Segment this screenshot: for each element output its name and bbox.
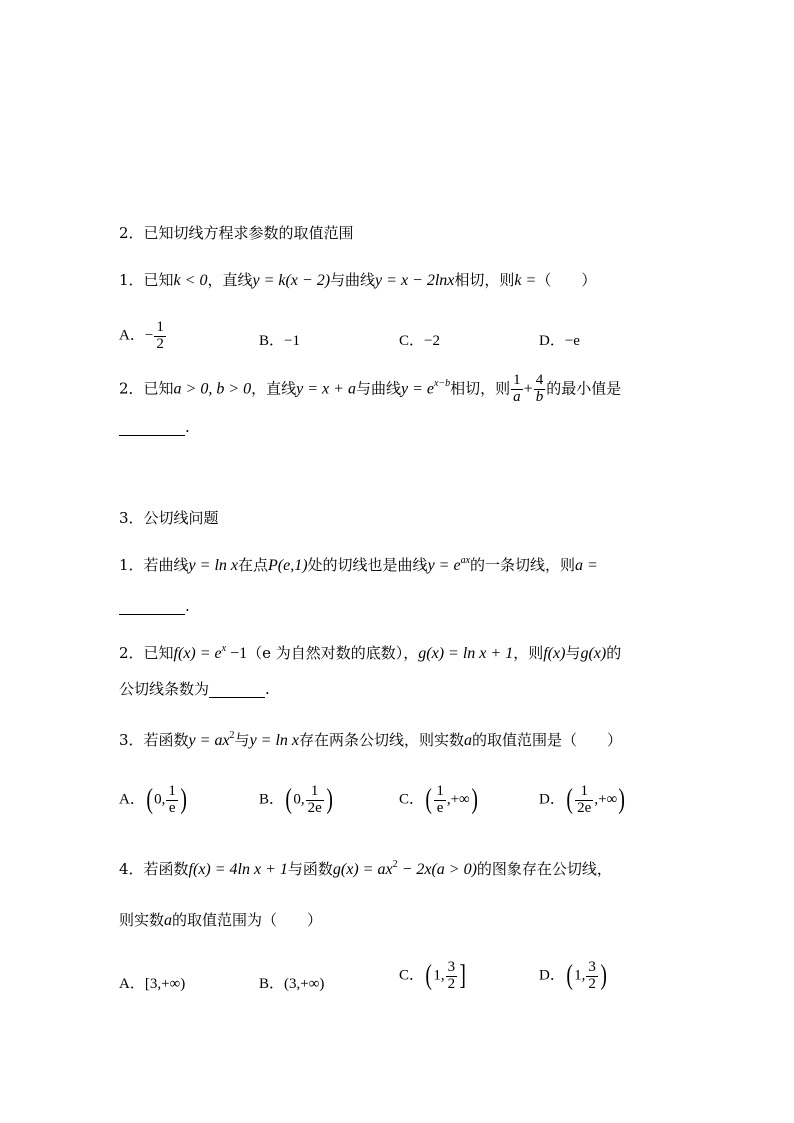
s3q2-answer-blank[interactable] [209,682,265,698]
s2q1-mid1: ，直线 [207,271,253,289]
fraction-numerator: 1 [436,783,444,799]
s2q1-curve-equation: y = x − 2lnx [375,272,455,289]
s3q4-line2-post: 的取值范围为（ ） [172,911,323,929]
s2q1-option-d: D．−e [539,333,580,349]
s2q1-line-equation: y = k(x − 2) [252,272,331,289]
s2q2-plus: + [523,380,533,398]
fraction-denominator: 2 [588,975,596,992]
s3q2-gx: g(x) [580,645,607,662]
fraction-numerator: 1 [575,784,593,801]
fraction-numerator: 1 [156,319,164,335]
option-fraction [166,784,178,817]
s3q2-fx: f(x) [543,645,566,662]
interval-start: 0, [154,791,166,808]
s3-question-3 [119,730,623,749]
s2q2-condition: a > 0, b > 0 [173,380,252,398]
option-fraction [434,784,446,817]
option-label: C． [399,967,425,984]
s2q1-option-c: C．−2 [399,333,440,349]
s3q2-end: . [265,680,270,698]
fraction-numerator: 3 [447,959,456,975]
s2q1-option-a [119,320,167,353]
s3q1-curve: y = ln x [188,557,238,574]
s2q1-prefix: 1．已知 [119,271,174,289]
bracket-right: ] [459,960,467,992]
option-a-fraction [154,320,166,353]
s2q1-ask: k = [514,272,537,289]
s3q4-prefix: 4．若函数 [119,860,189,878]
option-label: A． [119,791,145,808]
s3q1-mid2: 处的切线也是曲线 [307,556,428,574]
bracket-left: ( [566,784,573,816]
s3q4-a: a [164,912,173,929]
s2q1-option-b: B．−1 [259,333,300,349]
s3q3-f-exponent: 2 [229,730,235,741]
s3q4-line2-pre: 则实数 [119,911,165,929]
s2-question-1 [119,273,596,289]
s3q1-answer-line [119,599,190,615]
s3q4-g: g(x) = ax [332,861,393,878]
s3q2-f-exponent: x [221,643,227,654]
fraction-denominator: b [535,388,544,405]
s3-question-2 [119,643,622,662]
fraction-numerator: 4 [535,372,544,388]
interval-end: ,+∞ [594,791,618,808]
bracket-right: ) [618,784,626,816]
s2q2-line-equation: y = x + a [296,380,356,398]
s2q2-mid1: ，直线 [251,379,297,398]
s2q1-post: 相切，则 [454,271,515,289]
section-3-title: 3．公切线问题 [119,509,219,527]
fraction-denominator: 2 [447,975,456,992]
bracket-left: ( [425,784,432,816]
s3q2-and: 与 [565,644,581,662]
s3q1-curve2-exponent: ax [460,555,471,566]
s3q1-prefix: 1．若曲线 [119,556,189,574]
interval-start: 1, [433,967,445,984]
s2q2-post2: 的最小值是 [546,379,622,398]
section-2-title: 2．已知切线方程求参数的取值范围 [119,224,354,242]
s3q3-g: y = ln x [249,732,300,749]
option-a-sign: − [144,327,154,344]
fraction-denominator: 2 [156,335,164,352]
option-label: D． [539,791,565,808]
s2q2-curve-base: y = e [400,380,434,398]
bracket-left: ( [566,960,573,992]
s3q4-line-2 [119,913,322,929]
bracket-right: ) [600,960,607,992]
s3q2-note: （e 为自然对数的底数）， [247,644,419,662]
s3q3-option-b [259,784,334,817]
s3q1-post: 的一条切线，则 [470,556,576,574]
interval-start: 1, [574,967,586,984]
s2q2-post1: 相切，则 [450,379,511,398]
s3q3-f: y = ax [188,732,230,749]
s3-question-1 [119,555,598,574]
s3q3-option-c [399,784,479,817]
bracket-right: ) [471,784,478,816]
s2q1-mid2: 与曲线 [330,271,376,289]
option-fraction [446,960,458,993]
s2q1-condition: k < 0 [173,272,208,289]
fraction-numerator: 1 [168,783,176,799]
fraction-denominator: 2e [577,799,592,816]
s3q2-g: g(x) = ln x + 1 [418,645,514,662]
fraction-numerator: 1 [513,372,521,388]
option-label: C． [399,791,425,808]
bracket-right: ) [180,784,187,816]
option-label: D． [539,967,565,984]
s3q2-line-2 [119,682,270,698]
s3q4-option-d [539,960,608,993]
fraction-denominator: 2e [307,799,322,816]
s2-question-2 [119,373,621,406]
s3q4-f: f(x) = 4ln x + 1 [188,861,288,878]
s3q1-answer-blank[interactable] [119,599,185,615]
bracket-left: ( [425,960,432,992]
fraction-denominator: e [168,799,176,816]
s2q2-prefix: 2．已知 [119,379,174,398]
s3q1-point: P(e,1) [268,557,308,574]
s3q1-ask: a = [575,557,598,574]
bracket-left: ( [285,784,292,816]
s3q2-prefix: 2．已知 [119,644,174,662]
s3q3-prefix: 3．若函数 [119,731,189,749]
s3q2-mid: ，则 [513,644,544,662]
s3q3-a: a [464,732,473,749]
s3q1-curve2-base: y = e [427,557,461,574]
s3q4-option-b: B．(3,+∞) [259,976,325,992]
fraction-numerator: 1 [306,784,324,801]
s2q2-mid2: 与曲线 [355,379,401,398]
s3q2-f-tail: −1 [226,645,248,662]
s3q3-post2: 的取值范围是（ ） [472,731,623,749]
s2q2-fraction-1 [511,373,523,406]
bracket-right: ) [326,784,333,816]
option-fraction [306,784,324,817]
s3q1-mid1: 在点 [238,556,269,574]
s3q3-and: 与 [234,731,250,749]
s2q2-answer-line [119,420,190,436]
s2q2-fraction-2 [534,373,546,406]
s3q4-g-exponent: 2 [392,859,398,870]
interval-start: 0, [293,791,305,808]
s3q3-post: 存在两条公切线，则实数 [299,731,465,749]
s2q2-curve-exponent: x−b [433,378,451,390]
s2q2-answer-blank[interactable] [119,420,185,436]
s3-question-4 [119,859,612,878]
s3q3-option-d [539,784,627,817]
s2q2-end: . [185,418,190,436]
s3q4-option-c [399,960,467,993]
option-label: B． [259,791,285,808]
s2q1-paren: （ ） [536,271,597,289]
s3q2-post: 的 [606,644,622,662]
s3q1-end: . [185,597,190,615]
fraction-numerator: 3 [588,959,596,975]
s3q4-g-tail: − 2x(a > 0) [397,861,477,878]
fraction-denominator: e [436,799,444,816]
s3q3-option-a [119,784,188,817]
option-a-label: A． [119,327,145,344]
s3q2-f: f(x) = e [173,645,222,662]
option-fraction [575,784,593,817]
s3q4-option-a: A．[3,+∞) [119,976,186,992]
s3q2-line2-text: 公切线条数为 [119,680,210,698]
interval-end: ,+∞ [446,791,470,808]
bracket-left: ( [146,784,153,816]
option-fraction [586,960,598,993]
fraction-denominator: a [513,388,521,405]
s3q4-post: 的图象存在公切线， [476,860,612,878]
s3q4-mid: 与函数 [287,860,333,878]
